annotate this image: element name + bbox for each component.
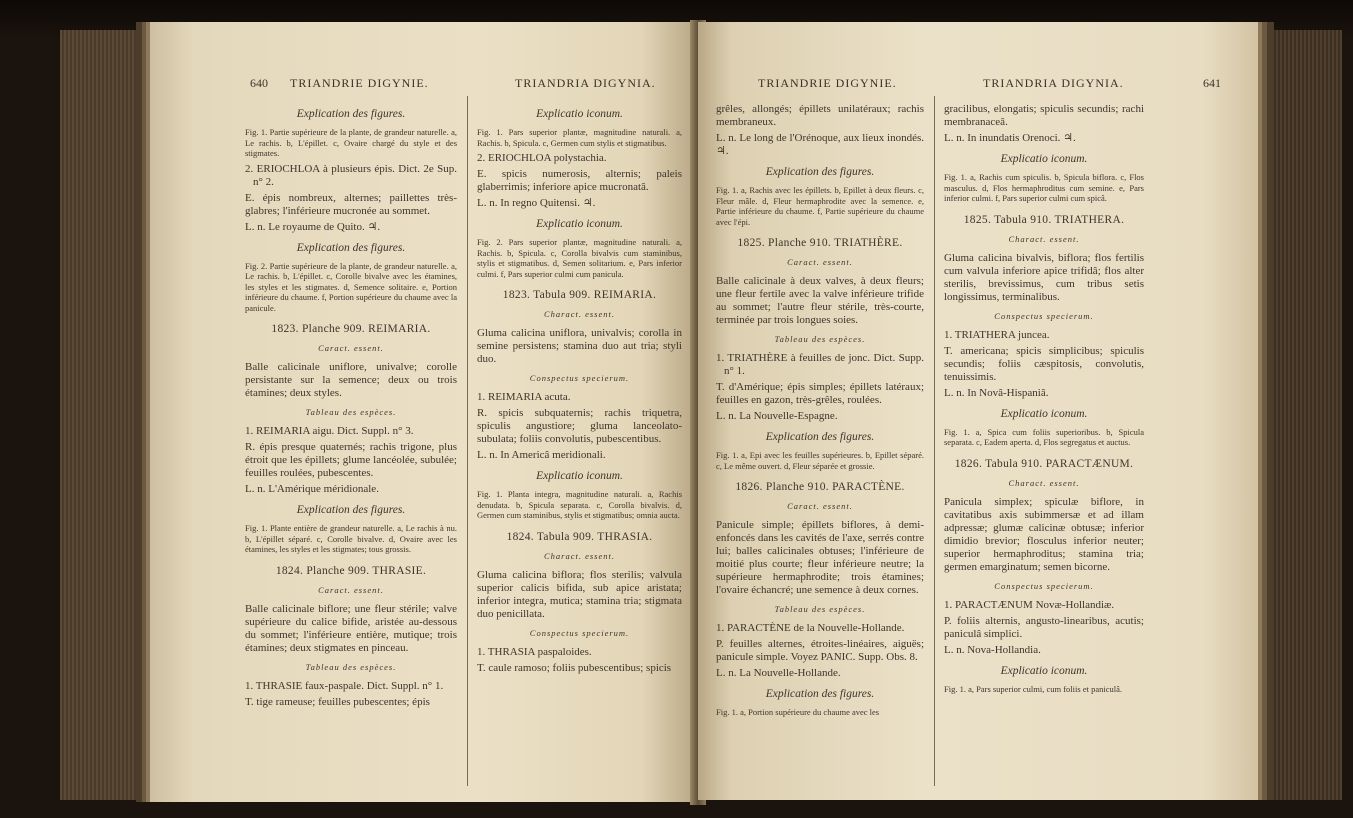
figure-caption: Fig. 2. Pars superior plantæ, magnitudine naturali. a, Rachis. b, Spicula. c, Corolla bivalvis cum staminibus, stylis et stigmatibus. d, Semen solitarium. e, Pars inferior culmi. f, Pars superior culmi cum panicula. <box>477 237 682 279</box>
habitat: L. n. Le long de l'Orénoque, aux lieux inondés. ♃. <box>716 132 924 157</box>
habitat: L. n. Le royaume de Quito. ♃. <box>245 220 381 233</box>
species-description: T. americana; spicis simplicibus; spiculis secundis; foliis cæspitosis, convolutis, tenuissimis. <box>944 344 1144 383</box>
genus-description: Gluma calicina biflora; flos sterilis; valvula superior calicis bifida, sub apice aristata; inferior integra, mutica; stamina tria; stigmata duo penicillata. <box>477 568 682 620</box>
book-edge-right <box>1272 30 1342 800</box>
right-page <box>698 22 1258 800</box>
figure-caption: Fig. 1. Partie supérieure de la plante, de grandeur naturelle. a, Le rachis. b, L'épillet. c, Ovaire chargé du style et des stigmates. <box>245 127 457 158</box>
species-description: P. feuilles alternes, étroites-linéaires, aiguës; panicule simple. Voyez PANIC. Supp. Obs. 8. <box>716 638 924 663</box>
running-header-french: TRIANDRIE DIGYNIE. <box>758 76 897 90</box>
column-rule <box>934 96 935 786</box>
habitat: L. n. L'Amérique méridionale. <box>245 483 379 495</box>
genus-description: Panicula simplex; spiculæ biflore, in cavitatibus axis subimmersæ et ad illam adpressæ; glumæ calicinæ obtusæ; inferior dimidio brevior; flosculus inferior neuter; superior hermaphroditus; stamina tria; germen emarginatum; semen bicorne. <box>944 495 1144 573</box>
section-heading: Explicatio iconum. <box>1000 664 1088 677</box>
section-heading: Explicatio iconum. <box>536 470 623 482</box>
section-heading: Explicatio iconum. <box>1000 153 1088 165</box>
subheading: Conspectus specierum. <box>529 627 630 638</box>
habitat: L. n. La Nouvelle-Espagne. <box>716 410 838 422</box>
figure-caption: Fig. 1. Plante entière de grandeur naturelle. a, Le rachis à nu. b, L'épillet séparé. c, Corolle bivalve. d, Ovaire avec les étamines, les styles et les stigmates; tous grossis. <box>245 523 457 554</box>
figure-caption: Fig. 1. a, Rachis cum spiculis. b, Spicula biflora. c, Flos masculus. d, Flos hermaphroditus cum semine. e, Pars inferior culmi. f, Pars superior culmi cum spicâ. <box>944 172 1144 203</box>
habitat: L. n. La Nouvelle-Hollande. <box>716 667 841 679</box>
species-description: T. caule ramoso; foliis pubescentibus; spicis <box>477 661 672 674</box>
french-column <box>716 100 924 722</box>
species-title: 1. REIMARIA aigu. Dict. Suppl. n° 3. <box>245 425 414 437</box>
genus-description: Balle calicinale uniflore, univalve; corolle persistante sur la semence; deux ou trois étamines; deux styles. <box>245 361 457 399</box>
species-description: E. spicis numerosis, alternis; paleis glaberrimis; inferiore apice mucronatâ. <box>477 168 682 193</box>
species-title: 2. ERIOCHLOA polystachia. <box>477 152 607 164</box>
continued-text: grêles, allongés; épillets unilatéraux; rachis membraneux. <box>716 103 924 128</box>
genus-title: 1825. Planche 910. TRIATHÈRE. <box>737 237 903 249</box>
species-title: 1. THRASIE faux-paspale. Dict. Suppl. n° 1. <box>245 679 444 692</box>
section-heading: Explication des figures. <box>296 504 406 516</box>
habitat: L. n. In inundatis Orenoci. ♃. <box>944 132 1076 144</box>
figure-caption: Fig. 2. Partie supérieure de la plante, de grandeur naturelle. a, Le rachis. b, L'épillet. c, Corolle bivalve avec les étamines, les styles et les stigmates. d, Semence solitaire. e, Portion inférieure du chaume. f, Portion supérieure du chaume avec la panicule. <box>245 260 457 313</box>
species-title: 1. PARACTÆNUM Novæ-Hollandiæ. <box>944 598 1115 611</box>
section-heading: Explicatio iconum. <box>1000 407 1088 420</box>
running-header-latin: TRIANDRIA DIGYNIA. <box>983 76 1124 90</box>
section-heading: Explicatio iconum. <box>536 218 623 230</box>
subheading: Tableau des espèces. <box>774 334 866 344</box>
species-title: 1. THRASIA paspaloides. <box>477 645 592 658</box>
subheading: Tableau des espèces. <box>774 604 866 614</box>
subheading: Charact. essent. <box>1008 233 1080 244</box>
column-rule <box>467 96 468 786</box>
section-heading: Explication des figures. <box>765 688 875 700</box>
section-heading: Explication des figures. <box>296 241 406 254</box>
subheading: Caract. essent. <box>787 501 853 511</box>
page-number: 641 <box>1203 76 1221 90</box>
figure-caption: Fig. 1. Planta integra, magnitudine naturali. a, Rachis denudata. b, Spicula separata. c, Corolla bivalvis. d, Germen cum staminibus, stylis et stigmatibus; omnia aucta. <box>477 489 682 520</box>
genus-description: Balle calicinale biflore; une fleur stérile; valve supérieure du calice bifide, aristée au-dessous du sommet; l'inférieure entière, mutique; trois étamines; deux stigmates en pinceau. <box>245 602 457 654</box>
figure-caption: Fig. 1. a, Rachis avec les épillets. b, Epillet à deux fleurs. c, Fleur mâle. d, Fleur hermaphrodite avec la semence. e, Partie inférieure du chaume. f, Partie supérieure du chaume avec l'épi. <box>716 185 924 227</box>
genus-description: Panicule simple; épillets biflores, à demi-enfoncés dans les cavités de l'axe, serrés contre lui; balles calicinales obtuses; l'inférieure de moitié plus courte; fleur inférieure neutre; la supérieure hermaphrodite; trois étamines; l'ovaire échancré; une semence à deux cornes. <box>716 519 924 596</box>
species-description: P. foliis alternis, angusto-linearibus, acutis; paniculâ simplici. <box>944 614 1144 640</box>
subheading: Tableau des espèces. <box>305 407 397 417</box>
species-description: E. épis nombreux, alternes; paillettes très-glabres; l'inférieure mucronée au sommet. <box>245 191 457 217</box>
genus-title: 1823. Tabula 909. REIMARIA. <box>502 289 657 301</box>
figure-caption: Fig. 1. Pars superior plantæ, magnitudine naturali. a, Rachis. b, Spicula. c, Germen cum stylis et stigmatibus. <box>477 127 682 148</box>
section-heading: Explication des figures. <box>765 431 875 443</box>
subheading: Caract. essent. <box>787 257 853 267</box>
subheading: Conspectus specierum. <box>994 580 1094 591</box>
species-description: R. épis presque quaternés; rachis trigone, plus étroit que les épillets; glume lancéolée, subulée; feuilles roulées, pubescentes. <box>245 441 457 479</box>
genus-title: 1823. Planche 909. REIMARIA. <box>271 323 431 335</box>
genus-title: 1826. Tabula 910. PARACTÆNUM. <box>954 457 1134 470</box>
species-title: 2. ERIOCHLOA à plusieurs épis. Dict. 2e Sup. n° 2. <box>245 162 457 188</box>
subheading: Charact. essent. <box>543 550 615 561</box>
species-description: T. tige rameuse; feuilles pubescentes; épis <box>245 695 430 708</box>
figure-caption: Fig. 1. a, Epi avec les feuilles supérieures. b, Epillet séparé. c, Le même ouvert. d, Fleur séparée et grossie. <box>716 450 924 471</box>
section-heading: Explication des figures. <box>765 166 875 178</box>
genus-description: Gluma calicina bivalvis, biflora; flos fertilis cum valvula inferiore apice trifidâ; flos alter sterilis, brevissimus, cum tribus setis longissimus, terminalibus. <box>944 251 1144 303</box>
habitat: L. n. In Novâ-Hispaniâ. <box>944 386 1049 399</box>
figure-caption: Fig. 1. a, Spica cum foliis superioribus. b, Spicula separata. c, Eadem aperta. d, Flos segregatus et auctus. <box>944 426 1144 447</box>
genus-title: 1825. Tabula 910. TRIATHERA. <box>963 213 1125 226</box>
figure-caption: Fig. 1. a, Pars superior culmi, cum foliis et paniculâ. <box>944 683 1122 694</box>
running-header-french: TRIANDRIE DIGYNIE. <box>290 76 429 90</box>
species-description: R. spicis subquaternis; rachis triquetra, spiculis angustiore; gluma lanceolato-subulata; foliis convolutis, pubescentibus. <box>477 407 682 445</box>
book-edge-left <box>60 30 150 800</box>
habitat: L. n. Nova-Hollandia. <box>944 643 1041 656</box>
french-column <box>245 100 457 712</box>
running-header-latin: TRIANDRIA DIGYNIA. <box>515 76 656 90</box>
genus-description: Balle calicinale à deux valves, à deux fleurs; une fleur fertile avec la valve inférieure trifide au sommet; l'autre fleur stérile, très-courte, terminée par trois longues soies. <box>716 275 924 326</box>
genus-title: 1826. Planche 910. PARACTÈNE. <box>735 481 905 493</box>
species-title: 1. PARACTÈNE de la Nouvelle-Hollande. <box>716 622 905 634</box>
section-heading: Explicatio iconum. <box>536 108 623 120</box>
subheading: Caract. essent. <box>318 343 384 353</box>
latin-column <box>944 100 1144 698</box>
subheading: Charact. essent. <box>1008 477 1080 488</box>
species-title: 1. TRIATHÈRE à feuilles de jonc. Dict. Supp. n° 1. <box>716 352 924 377</box>
habitat: L. n. In Americâ meridionali. <box>477 449 606 461</box>
left-page <box>150 22 695 802</box>
figure-caption: Fig. 1. a, Portion supérieure du chaume avec les <box>716 707 880 717</box>
section-heading: Explication des figures. <box>296 108 406 120</box>
continued-text: gracilibus, elongatis; spiculis secundis; rachi membranaceâ. <box>944 103 1144 128</box>
habitat: L. n. In regno Quitensi. ♃. <box>477 197 596 209</box>
subheading: Charact. essent. <box>543 309 615 319</box>
genus-title: 1824. Tabula 909. THRASIA. <box>506 530 653 543</box>
species-title: 1. REIMARIA acuta. <box>477 391 571 403</box>
subheading: Caract. essent. <box>318 584 384 595</box>
page-number: 640 <box>250 76 268 90</box>
subheading: Tableau des espèces. <box>305 661 397 672</box>
species-description: T. d'Amérique; épis simples; épillets latéraux; feuilles en gazon, très-grêles, roulées. <box>716 381 924 406</box>
genus-title: 1824. Planche 909. THRASIE. <box>275 564 427 577</box>
genus-description: Gluma calicina uniflora, univalvis; corolla in semine persistens; stamina duo aut tria; styli duo. <box>477 327 682 365</box>
subheading: Conspectus specierum. <box>529 373 630 383</box>
latin-column <box>477 100 682 678</box>
subheading: Conspectus specierum. <box>994 310 1094 321</box>
species-title: 1. TRIATHERA juncea. <box>944 328 1050 341</box>
